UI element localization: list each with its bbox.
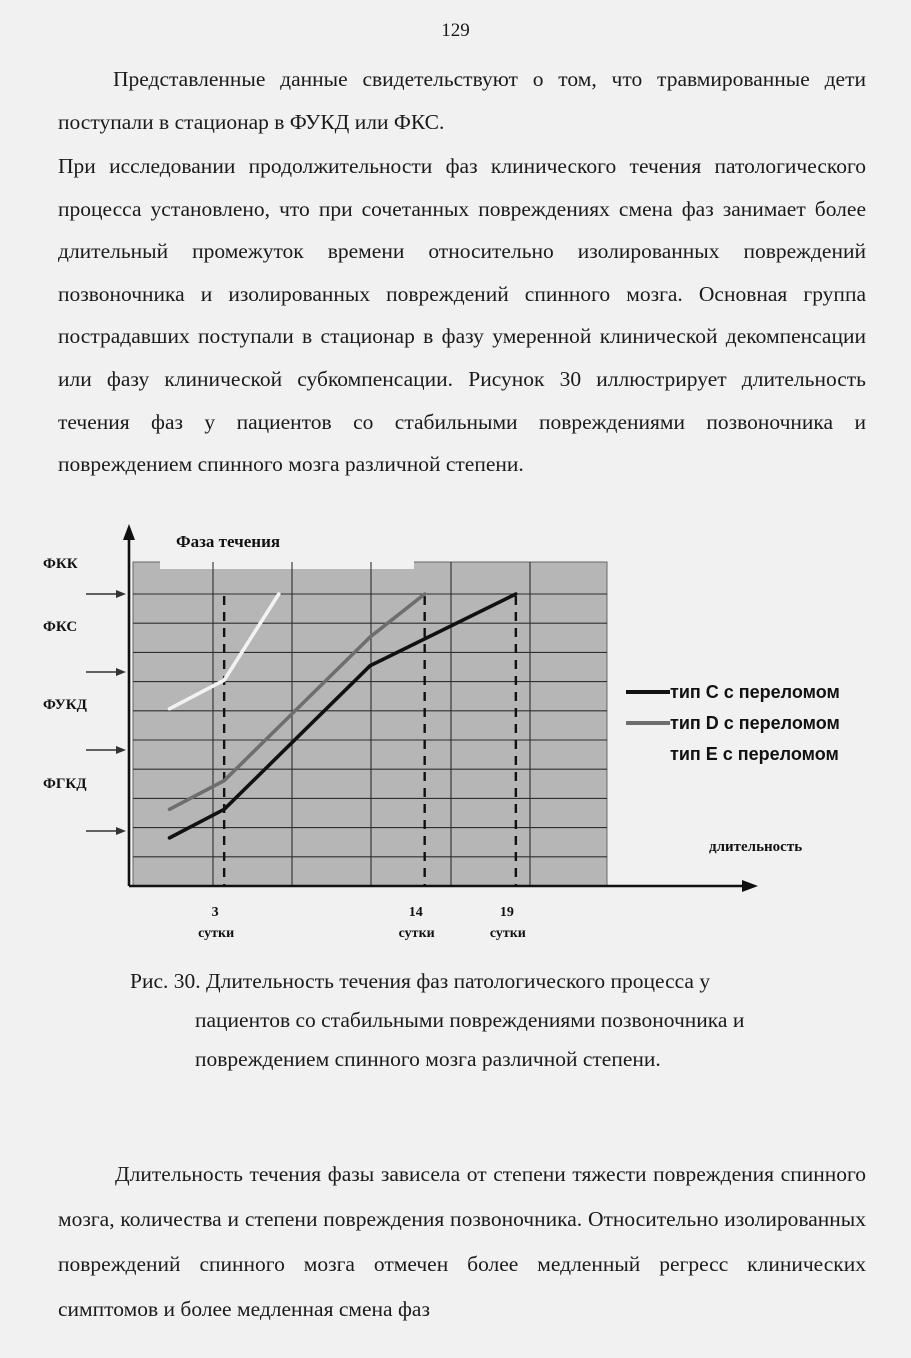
- paragraph-1: Представленные данные свидетельствуют о том, что травмированные дети поступали в стационар в ФУКД или ФКС.: [58, 67, 866, 134]
- x-axis-arrow: [742, 880, 758, 892]
- phase-arrow-head: [116, 827, 126, 835]
- title-band: [160, 560, 414, 569]
- phase-duration-chart: [0, 520, 911, 950]
- figure-caption: [130, 962, 830, 1079]
- plot-area: [133, 562, 607, 886]
- paragraph-2: При исследовании продолжительности фаз клинического течения патологического процесса установлено, что при сочетанных повреждениях смена фаз занимает более длительный промежуток времени относительно изолированных повреждений позвоночника и изолированных повреждений спинного мозга. Основная группа пострадавших поступали в стационар в фазу умеренной клинической декомпенсации или фазу клинической субкомпенсации. Рисунок 30 иллюстрирует длительность течения фаз у пациентов со стабильными повреждениями позвоночника и повреждением спинного мозга различной степени.: [58, 154, 866, 477]
- phase-arrow-head: [116, 590, 126, 598]
- legend-entry: тип D с переломом: [670, 713, 840, 733]
- x-tick-unit: сутки: [489, 926, 526, 941]
- phase-arrow-head: [116, 668, 126, 676]
- x-tick-value: 3: [211, 905, 219, 920]
- y-category-label: ФКС: [43, 619, 78, 635]
- legend-entry: тип С с переломом: [670, 682, 840, 702]
- x-tick-value: 19: [499, 905, 514, 920]
- paragraph-3: Длительность течения фазы зависела от степени тяжести повреждения спинного мозга, количества и степени повреждения позвоночника. Относительно изолированных повреждений спинного мозга отмечен более медленный регресс клинических симптомов и более медленная смена фаз: [58, 1162, 866, 1321]
- y-category-label: ФГКД: [43, 776, 87, 792]
- y-category-label: ФКК: [43, 556, 78, 572]
- legend-entry: тип E с переломом: [670, 744, 839, 764]
- x-axis-label: длительность: [709, 839, 803, 855]
- y-category-label: ФУКД: [43, 697, 87, 713]
- chart-title: Фаза течения: [176, 532, 281, 551]
- x-tick-unit: сутки: [398, 926, 435, 941]
- caption-rest: пациентов со стабильными повреждениями позвоночника и повреждением спинного мозга различной степени.: [195, 1008, 745, 1071]
- x-tick-value: 14: [408, 905, 423, 920]
- caption-line-1: Рис. 30. Длительность течения фаз патологического процесса у: [130, 969, 711, 993]
- x-tick-unit: сутки: [198, 926, 235, 941]
- y-axis-arrow: [123, 524, 135, 540]
- page-number: 129: [441, 20, 470, 41]
- phase-arrow-head: [116, 746, 126, 754]
